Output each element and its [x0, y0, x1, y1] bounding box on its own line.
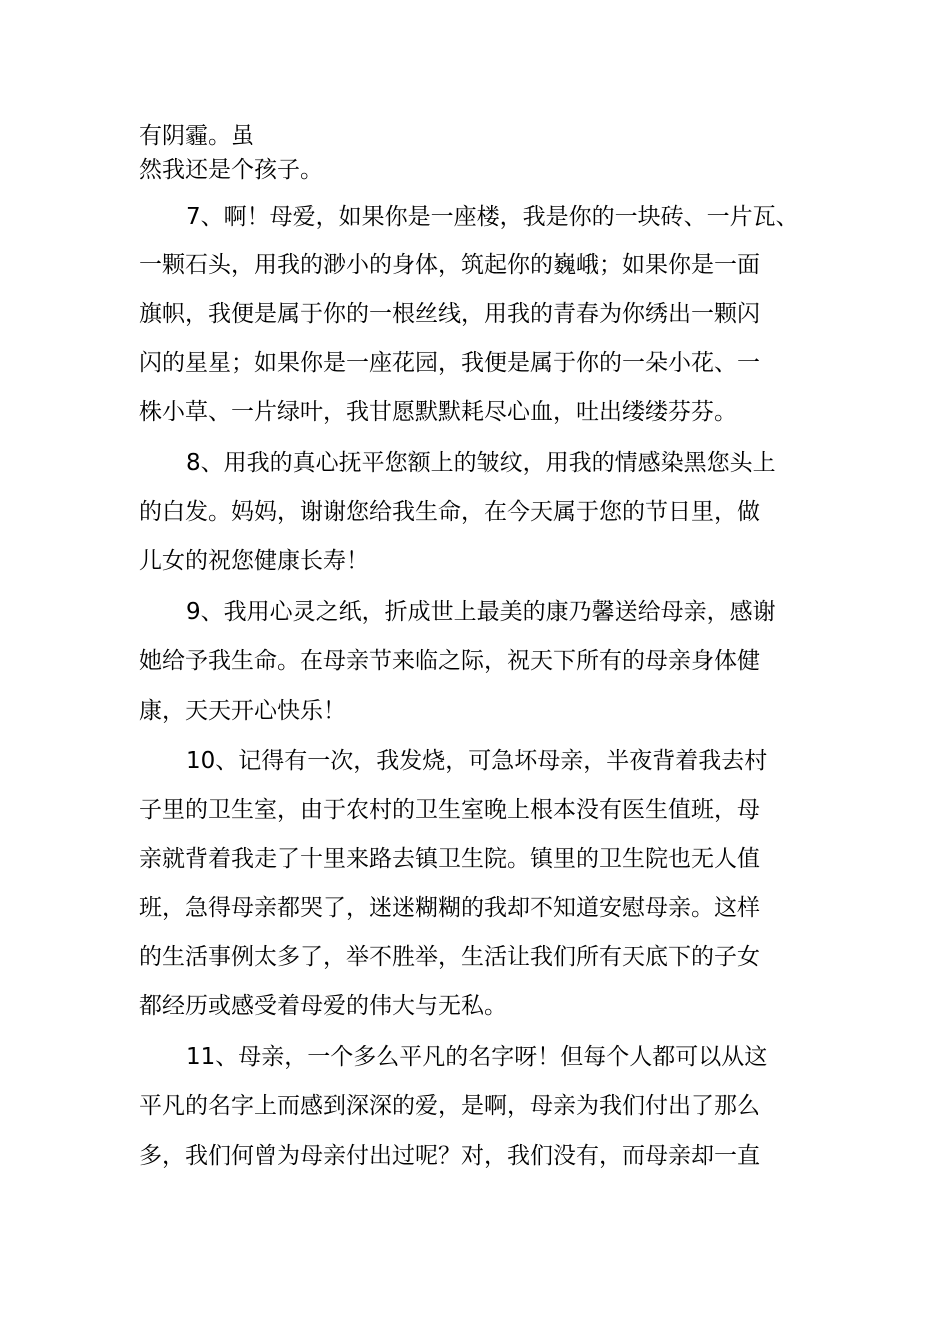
text-line: 班，急得母亲都哭了，迷迷糊糊的我却不知道安慰母亲。这样 — [139, 895, 760, 921]
text-line: 子里的卫生室，由于农村的卫生室晚上根本没有医生值班，母 — [139, 797, 760, 823]
text-line: 的白发。妈妈，谢谢您给我生命，在今天属于您的节日里，做 — [139, 499, 760, 525]
text-line: 有阴霾。虽 — [139, 123, 254, 149]
paragraph-10-line: 10、记得有一次，我发烧，可急坏母亲，半夜背着我去村 — [186, 748, 768, 774]
text-line: 都经历或感受着母爱的伟大与无私。 — [139, 993, 507, 1019]
text-line: 康，天天开心快乐！ — [139, 698, 346, 724]
text-line: 株小草、一片绿叶，我甘愿默默耗尽心血，吐出缕缕芬芬。 — [139, 399, 737, 425]
text-line: 多，我们何曾为母亲付出过呢？对，我们没有，而母亲却一直 — [139, 1143, 760, 1169]
text-line: 她给予我生命。在母亲节来临之际，祝天下所有的母亲身体健 — [139, 648, 760, 674]
text-line: 然我还是个孩子。 — [139, 157, 323, 183]
text-line: 儿女的祝您健康长寿！ — [139, 548, 369, 574]
text-line: 旗帜，我便是属于你的一根丝线，用我的青春为你绣出一颗闪 — [139, 301, 760, 327]
text-line: 的生活事例太多了，举不胜举，生活让我们所有天底下的子女 — [139, 944, 760, 970]
paragraph-11-line: 11、母亲，一个多么平凡的名字呀！但每个人都可以从这 — [186, 1044, 768, 1070]
paragraph-7-line: 7、啊！母爱，如果你是一座楼，我是你的一块砖、一片瓦、 — [186, 204, 799, 230]
paragraph-8-line: 8、用我的真心抚平您额上的皱纹，用我的情感染黑您头上 — [186, 450, 776, 476]
text-line: 一颗石头，用我的渺小的身体，筑起你的巍峨；如果你是一面 — [139, 252, 760, 278]
text-line: 平凡的名字上而感到深深的爱，是啊，母亲为我们付出了那么 — [139, 1093, 760, 1119]
text-line: 闪的星星；如果你是一座花园，我便是属于你的一朵小花、一 — [139, 350, 760, 376]
text-line: 亲就背着我走了十里来路去镇卫生院。镇里的卫生院也无人值 — [139, 846, 760, 872]
paragraph-9-line: 9、我用心灵之纸，折成世上最美的康乃馨送给母亲，感谢 — [186, 599, 776, 625]
